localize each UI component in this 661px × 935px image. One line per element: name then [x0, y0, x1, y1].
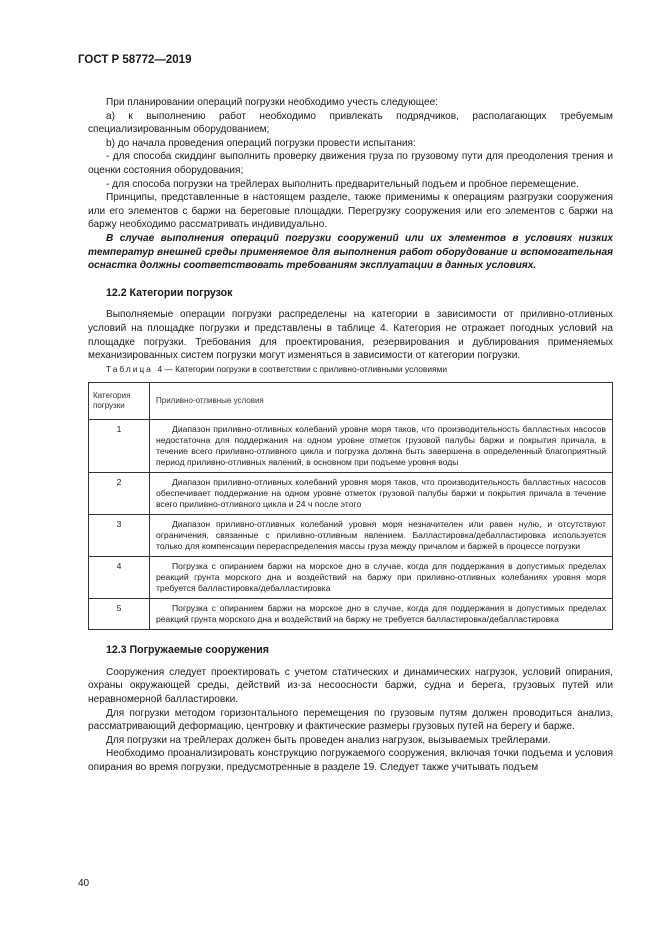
table-caption: [88, 363, 613, 377]
paragraph: - для способа скиддинг выполнить проверку движения груза по грузовому пути для преодоления трения и оценки состояния оборудования;: [88, 151, 613, 176]
paragraph: Для погрузки на трейлерах должен быть проведен анализ нагрузок, вызываемых трейлерами.: [106, 734, 551, 746]
category-description: Погрузка с опиранием баржи на морское дно в случае, когда для поддержания в допустимых пределах реакций грунта морского дна и воздействий на баржу не требуется балластировка/дебалластировка: [150, 599, 613, 630]
section-heading-12-3: 12.3 Погружаемые сооружения: [106, 644, 269, 657]
table-row: [89, 420, 613, 473]
paragraph: a) к выполнению работ необходимо привлекать подрядчиков, располагающих требуемым специализированным оборудованием;: [88, 110, 613, 136]
paragraph: Для погрузки методом горизонтального перемещения по грузовым путям должен проводиться анализ, рассматривающий деформацию, центровку и фактические размеры грузовых путей на берегу и барже.: [88, 707, 613, 733]
table-header-row: [89, 383, 613, 420]
paragraph: Необходимо проанализировать конструкцию погружаемого сооружения, включая точки подъема и условия опирания во время погрузки, предусмотренные в разделе 19. Следует также учитывать подъем: [88, 748, 613, 774]
category-description: Диапазон приливно-отливных колебаний уровня моря таков, что производительность балластных насосов недостаточна для поддержания на одном уровне отметок грузовой палубы баржи и покрытия причала, в течение всего приливно-отливного цикла и погрузка должна быть завершена в определенный благоприятный период приливно-отливных явлений, в основном при подъеме уровня воды: [150, 420, 613, 473]
paragraph: - для способа погрузки на трейлерах выполнить предварительный подъем и пробное перемещение.: [106, 178, 579, 190]
table-row: [89, 557, 613, 599]
column-header-category: Категория погрузки: [89, 383, 150, 420]
page-number: 40: [78, 878, 90, 889]
paragraph: Сооружения следует проектировать с учетом статических и динамических нагрузок, условий опирания, охраны окружающей среды, действий из-за несоосности баржи, судна и берега, грузовых путей или неравномерной балластировки.: [88, 666, 613, 706]
table-caption-text: 4 — Категории погрузки в соответствии с приливно-отливными условиями: [157, 363, 448, 374]
paragraph: Выполняемые операции погрузки распределены на категории в зависимости от приливно-отливных условий на площадке погрузки и представлены в таблице 4. Категория не отражает погодных условий на площадке погрузки. Требования для проектирования, резервирования и дублирования применяемых механизированных систем погрузки могут изменяться в зависимости от категории погрузки.: [88, 309, 613, 362]
category-number: 4: [89, 557, 150, 599]
category-description: Диапазон приливно-отливных колебаний уровня моря незначителен или равен нулю, и отсутствуют ограничения, связанные с приливно-отливным явлением. Балластировка/дебалластировка используется только для компенсации перераспределения массы груза между причалом и баржей в процессе погрузки: [150, 515, 613, 557]
paragraph: b) до начала проведения операций погрузки провести испытания:: [106, 137, 416, 149]
paragraph: Принципы, представленные в настоящем разделе, также применимы к операциям разгрузки сооружения или его элементов с баржи на береговые площадки. Перегрузку сооружения или его элементов с баржи на баржу необходимо рассматривать индивидуально.: [88, 192, 613, 231]
category-description: Погрузка с опиранием баржи на морское дно в случае, когда для поддержания в допустимых пределах реакций грунта морского дна и воздействий на баржу при приливно-отливных колебаниях уровня моря требуется балластировка/дебалластировка: [150, 557, 613, 599]
paragraph: При планировании операций погрузки необходимо учесть следующее:: [106, 97, 438, 108]
category-number: 2: [89, 473, 150, 515]
table-row: [89, 473, 613, 515]
table-4: [88, 382, 613, 630]
category-number: 5: [89, 599, 150, 630]
column-header-conditions: Приливно-отливные условия: [150, 383, 613, 420]
document-header: ГОСТ Р 58772—2019: [78, 54, 192, 66]
table-row: [89, 515, 613, 557]
note-paragraph: В случае выполнения операций погрузки сооружений или их элементов в условиях низких температур внешней среды применяемое для выполнения работ оборудование и вспомогательная оснастка должны соответствовать требованиям эксплуатации в данных условиях.: [88, 232, 613, 272]
category-number: 3: [89, 515, 150, 557]
category-description: Диапазон приливно-отливных колебаний уровня моря таков, что производительность балластных насосов обеспечивает поддержание на одном уровне отметок грузовой палубы баржи и покрытия причала в течение всего приливно-отливного цикла и 24 ч после этого: [150, 473, 613, 515]
category-number: 1: [89, 420, 150, 473]
table-row: [89, 599, 613, 630]
section-heading-12-2: 12.2 Категории погрузок: [106, 286, 233, 299]
document-body: [88, 96, 613, 775]
table-caption-label: Таблица: [106, 363, 153, 374]
